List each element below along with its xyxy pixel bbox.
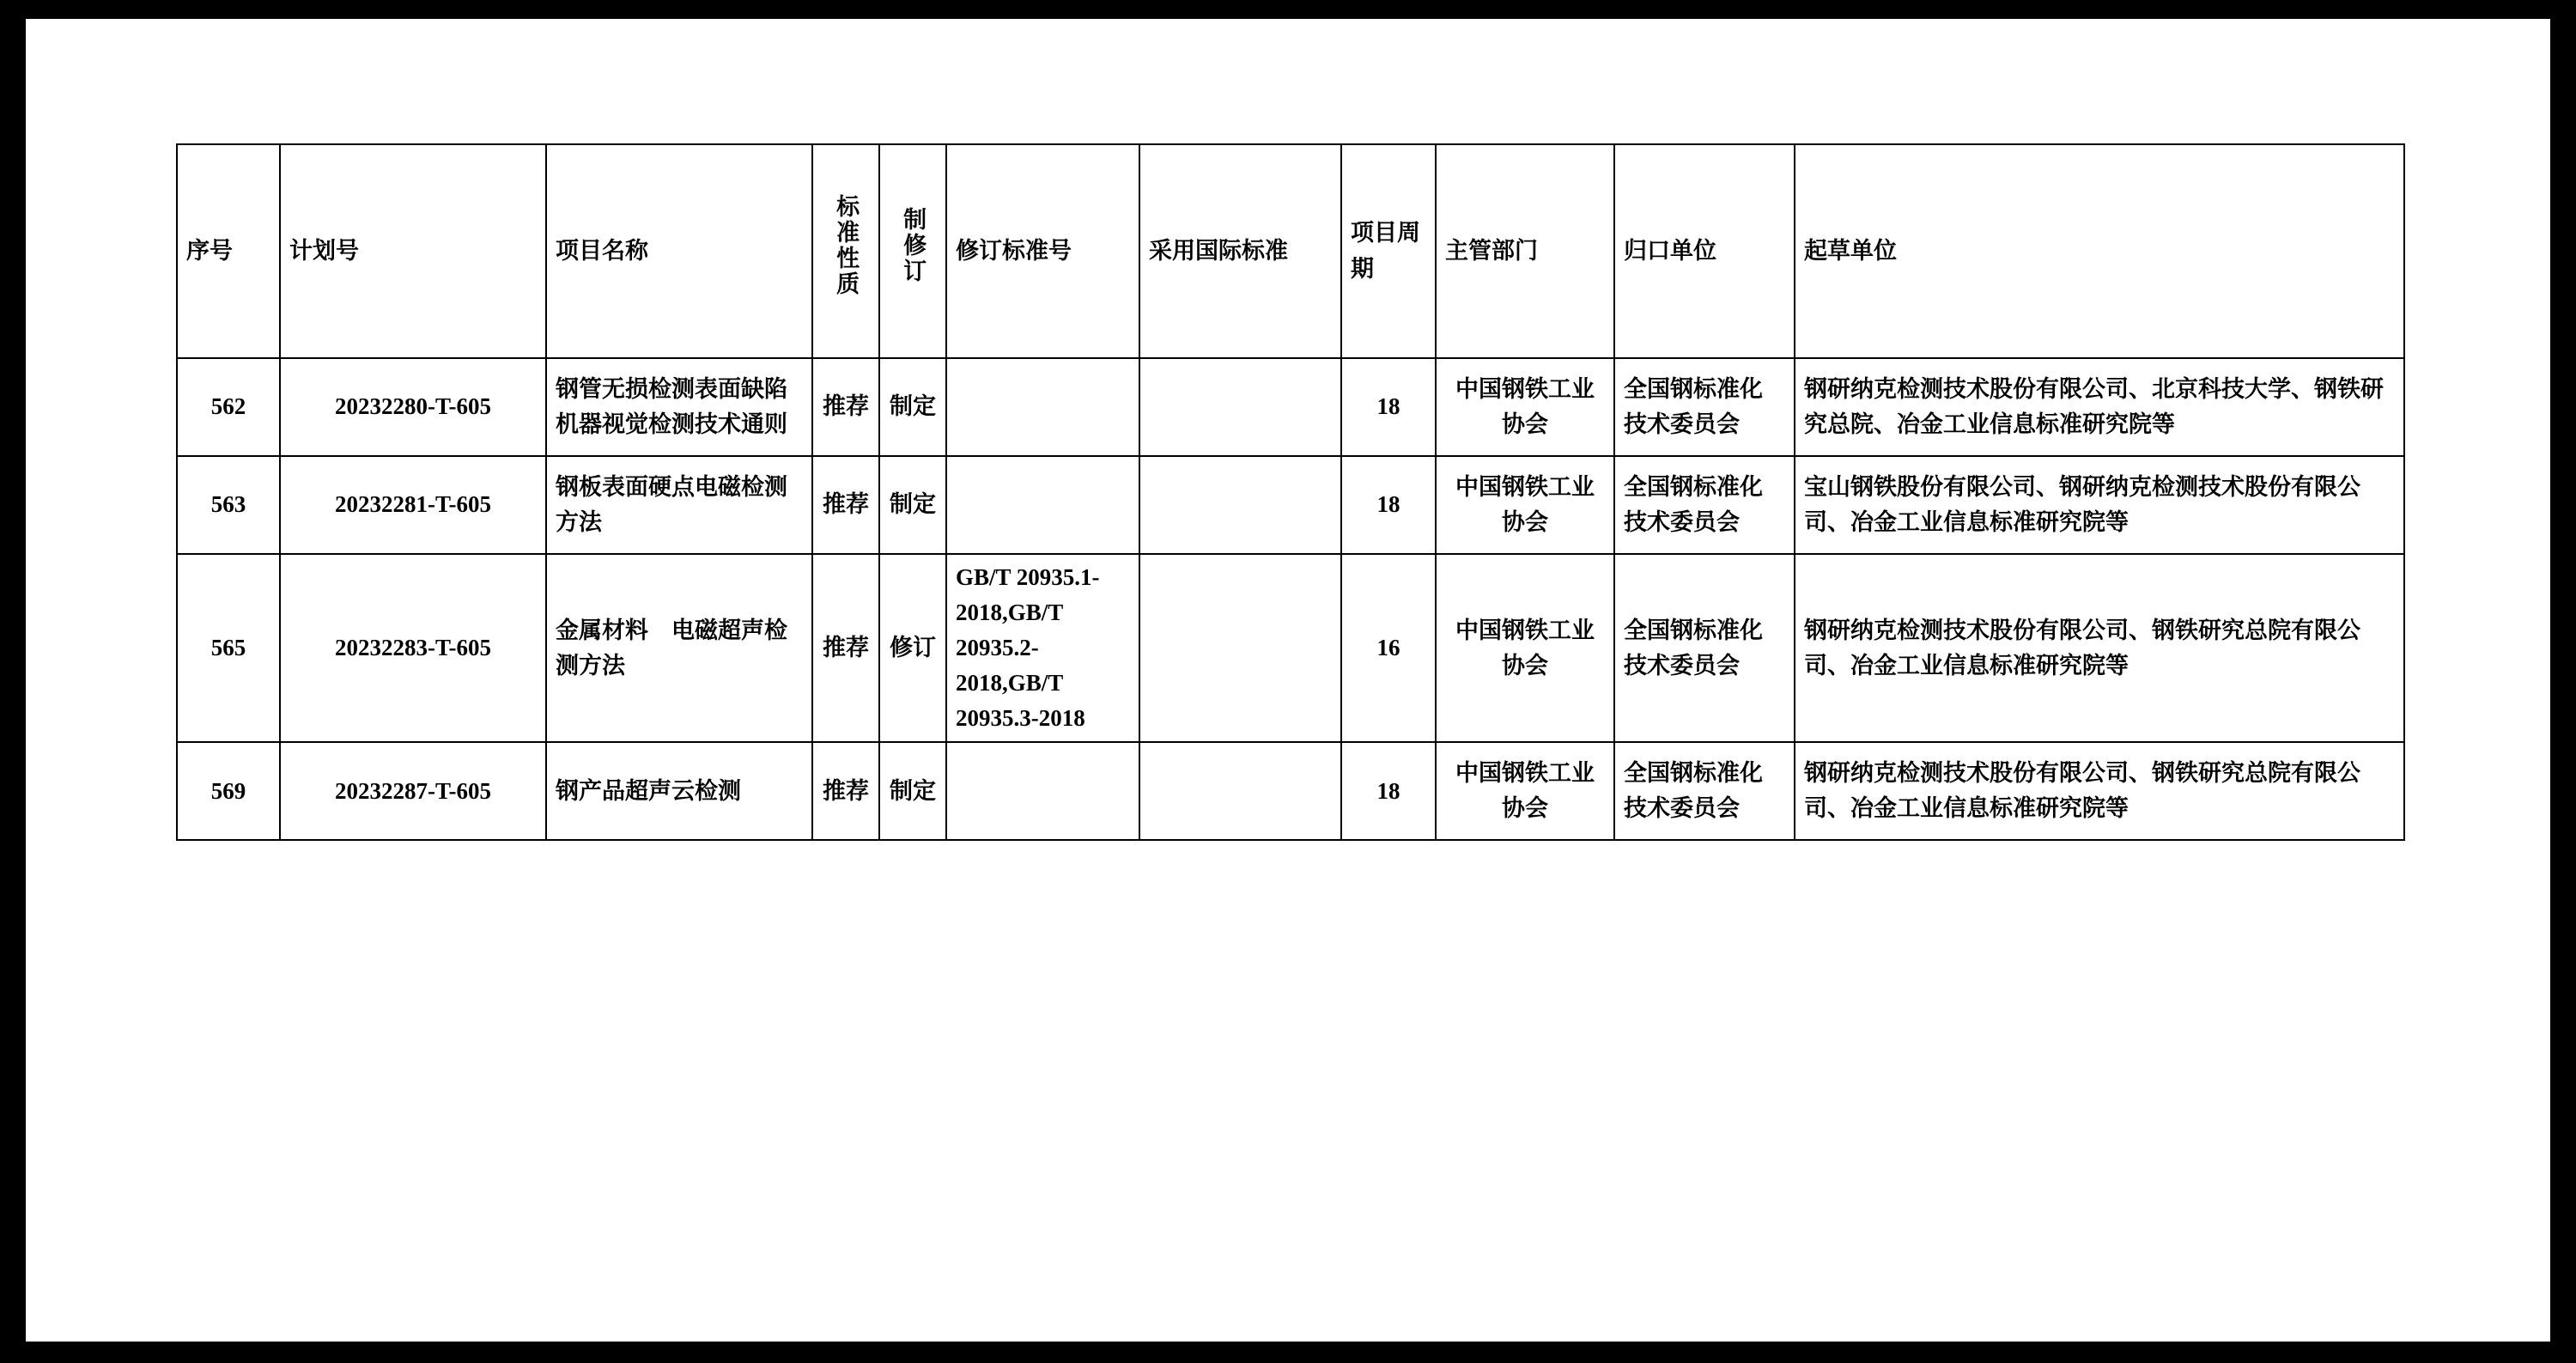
column-header-period: 项目周期 [1341,144,1436,358]
cell-intl [1139,742,1341,840]
table-row [177,554,2404,742]
cell-nature: 推荐 [812,742,879,840]
cell-seq: 569 [177,742,280,840]
cell-name: 钢产品超声云检测 [546,742,812,840]
column-header-dept: 主管部门 [1436,144,1614,358]
cell-unit: 全国钢标准化技术委员会 [1614,456,1795,554]
cell-nature: 推荐 [812,358,879,456]
cell-plan: 20232280-T-605 [280,358,546,456]
column-header-intl: 采用国际标准 [1139,144,1341,358]
table-body [177,358,2404,840]
cell-unit: 全国钢标准化技术委员会 [1614,358,1795,456]
cell-nature: 推荐 [812,456,879,554]
cell-drafter: 钢研纳克检测技术股份有限公司、钢铁研究总院有限公司、冶金工业信息标准研究院等 [1795,554,2404,742]
cell-type: 制定 [879,742,946,840]
cell-type: 修订 [879,554,946,742]
cell-seq: 562 [177,358,280,456]
column-header-unit: 归口单位 [1614,144,1795,358]
cell-seq: 565 [177,554,280,742]
cell-dept: 中国钢铁工业协会 [1436,742,1614,840]
cell-revstd: GB/T 20935.1-2018,GB/T 20935.2-2018,GB/T 20935.3-2018 [946,554,1139,742]
column-header-revstd: 修订标准号 [946,144,1139,358]
table-header [177,144,2404,358]
cell-seq: 563 [177,456,280,554]
cell-unit: 全国钢标准化技术委员会 [1614,742,1795,840]
cell-dept: 中国钢铁工业协会 [1436,358,1614,456]
cell-intl [1139,358,1341,456]
cell-name: 金属材料 电磁超声检测方法 [546,554,812,742]
column-header-name: 项目名称 [546,144,812,358]
column-header-seq: 序号 [177,144,280,358]
table-header-row [177,144,2404,358]
cell-dept: 中国钢铁工业协会 [1436,456,1614,554]
table-row [177,456,2404,554]
cell-dept: 中国钢铁工业协会 [1436,554,1614,742]
column-header-type: 制修订 [879,144,946,358]
cell-plan: 20232287-T-605 [280,742,546,840]
standards-plan-table [176,143,2405,841]
cell-plan: 20232283-T-605 [280,554,546,742]
cell-period: 18 [1341,358,1436,456]
cell-period: 18 [1341,456,1436,554]
column-header-plan: 计划号 [280,144,546,358]
cell-period: 16 [1341,554,1436,742]
cell-revstd [946,358,1139,456]
cell-nature: 推荐 [812,554,879,742]
cell-period: 18 [1341,742,1436,840]
cell-intl [1139,456,1341,554]
cell-revstd [946,456,1139,554]
cell-plan: 20232281-T-605 [280,456,546,554]
document-page [26,19,2550,1342]
cell-name: 钢板表面硬点电磁检测方法 [546,456,812,554]
table-row [177,358,2404,456]
cell-type: 制定 [879,456,946,554]
cell-drafter: 钢研纳克检测技术股份有限公司、北京科技大学、钢铁研究总院、冶金工业信息标准研究院等 [1795,358,2404,456]
plan-table-container [176,143,2404,841]
cell-name: 钢管无损检测表面缺陷机器视觉检测技术通则 [546,358,812,456]
cell-type: 制定 [879,358,946,456]
cell-drafter: 宝山钢铁股份有限公司、钢研纳克检测技术股份有限公司、冶金工业信息标准研究院等 [1795,456,2404,554]
cell-intl [1139,554,1341,742]
column-header-nature: 标准性质 [812,144,879,358]
cell-revstd [946,742,1139,840]
table-row [177,742,2404,840]
cell-unit: 全国钢标准化技术委员会 [1614,554,1795,742]
column-header-drafter: 起草单位 [1795,144,2404,358]
cell-drafter: 钢研纳克检测技术股份有限公司、钢铁研究总院有限公司、冶金工业信息标准研究院等 [1795,742,2404,840]
